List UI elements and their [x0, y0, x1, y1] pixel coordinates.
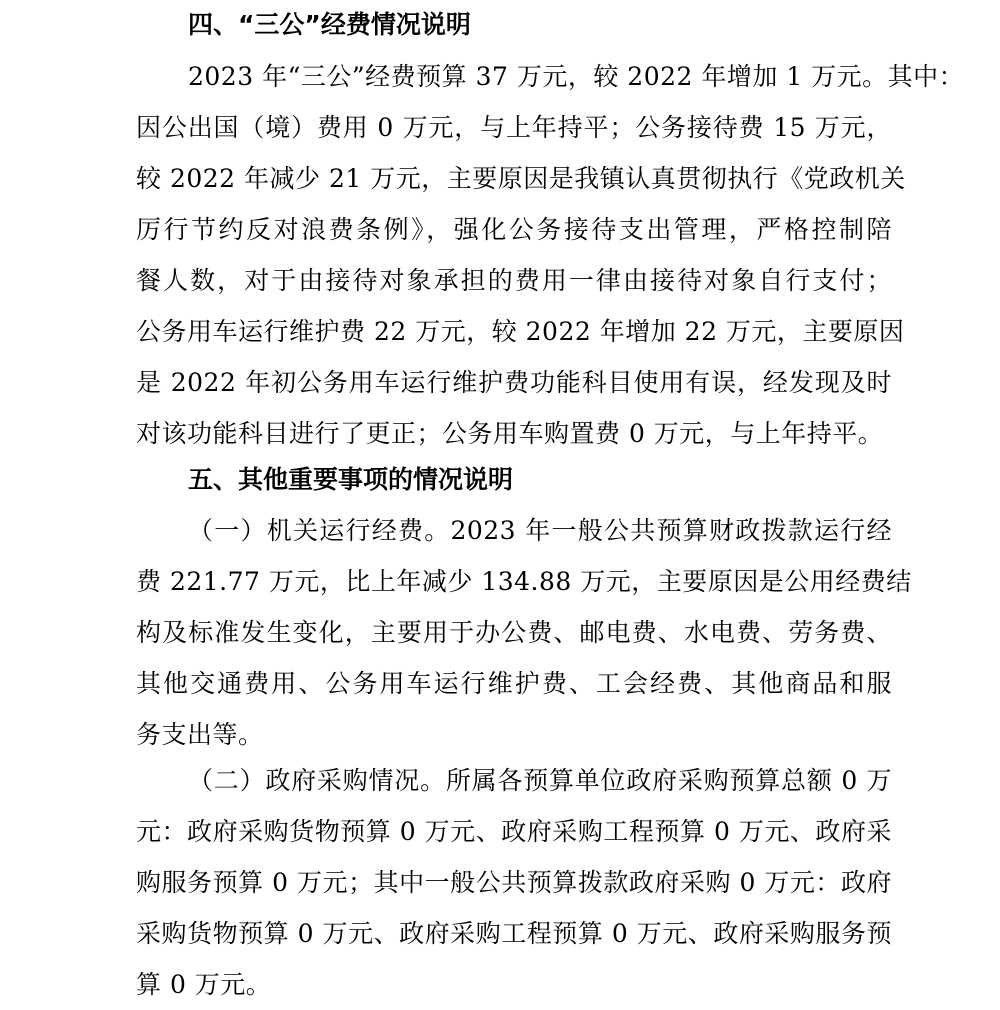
paragraph-line: 构及标准发生变化，主要用于办公费、邮电费、水电费、劳务费、	[136, 618, 892, 647]
section-4-paragraph	[136, 51, 965, 459]
paragraph-line: 是 2022 年初公务用车运行维护费功能科目使用有误，经发现及时	[136, 368, 892, 397]
paragraph-line: 公务用车运行维护费 22 万元，较 2022 年增加 22 万元，主要原因	[136, 317, 905, 346]
paragraph-line: 算 0 万元。	[136, 970, 272, 999]
paragraph-line: 元：政府采购货物预算 0 万元、政府采购工程预算 0 万元、政府采	[136, 817, 892, 846]
paragraph-line: 采购货物预算 0 万元、政府采购工程预算 0 万元、政府采购服务预	[136, 919, 892, 948]
paragraph-line: 因公出国（境）费用 0 万元，与上年持平；公务接待费 15 万元，	[136, 113, 892, 142]
paragraph-line: 其他交通费用、公务用车运行维护费、工会经费、其他商品和服	[136, 669, 892, 698]
section-5-paragraph-2	[136, 755, 892, 1010]
paragraph-line: 2023 年“三公”经费预算 37 万元，较 2022 年增加 1 万元。其中：	[188, 62, 965, 91]
paragraph-line: 餐人数，对于由接待对象承担的费用一律由接待对象自行支付；	[136, 266, 892, 295]
section-5-paragraph-1	[136, 505, 912, 760]
paragraph-line: 厉行节约反对浪费条例》，强化公务接待支出管理，严格控制陪	[136, 215, 892, 244]
paragraph-line: 较 2022 年减少 21 万元，主要原因是我镇认真贯彻执行《党政机关	[136, 164, 906, 193]
section-5-heading: 五、其他重要事项的情况说明	[188, 465, 514, 494]
paragraph-line: （一）机关运行经费。2023 年一般公共预算财政拨款运行经	[188, 516, 892, 545]
paragraph-line: 务支出等。	[136, 720, 264, 749]
paragraph-line: 购服务预算 0 万元；其中一般公共预算拨款政府采购 0 万元：政府	[136, 868, 892, 897]
paragraph-line: （二）政府采购情况。所属各预算单位政府采购预算总额 0 万	[188, 766, 892, 795]
paragraph-line: 对该功能科目进行了更正；公务用车购置费 0 万元，与上年持平。	[136, 419, 884, 448]
section-4-heading: 四、“三公”经费情况说明	[188, 10, 471, 39]
paragraph-line: 费 221.77 万元，比上年减少 134.88 万元，主要原因是公用经费结	[136, 567, 912, 596]
